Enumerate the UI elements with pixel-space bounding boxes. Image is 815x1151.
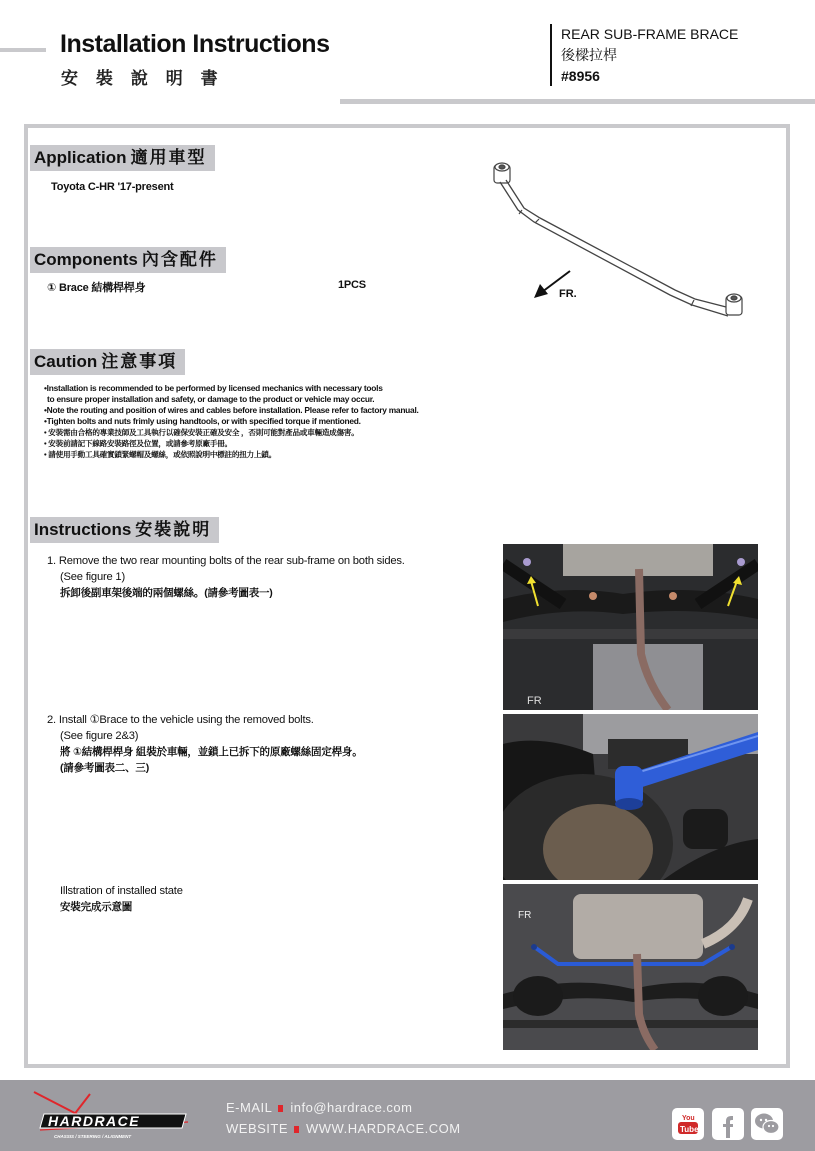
youtube-icon[interactable] (672, 1108, 704, 1140)
caution-line: •Tighten bolts and nuts frimly using handtools, or with specified torque if mentioned. (44, 416, 361, 426)
application-vehicle: Toyota C-HR '17-present (51, 181, 174, 193)
instruction-step-1 (47, 553, 405, 601)
components-heading-zh: 內含配件 (141, 250, 218, 270)
brand-tagline: CHASSIS / STEERING / ALIGNMENT (54, 1134, 132, 1139)
hardrace-logo[interactable] (30, 1090, 190, 1142)
application-heading-en: Application (34, 148, 127, 167)
wechat-icon[interactable] (751, 1108, 783, 1140)
brace-diagram (480, 150, 770, 330)
front-direction-label: FR. (559, 288, 577, 300)
step-text-zh: 將 ①結構桿桿身 組裝於車輛，並鎖上已拆下的原廠螺絲固定桿身。 (60, 746, 363, 758)
application-heading (30, 145, 215, 171)
caution-line: •Installation is recommended to be performed by licensed mechanics with necessary tools (44, 383, 383, 393)
svg-text:Tube: Tube (680, 1125, 699, 1134)
caution-line: to ensure proper installation and safety, or damage to the product or vehicle may occur. (47, 394, 375, 404)
step-text-zh: 拆卸後副車架後端的兩個螺絲。(請參考圖表一) (60, 587, 273, 599)
caution-list (44, 383, 419, 460)
svg-text:You: You (682, 1115, 695, 1122)
website-link[interactable]: WWW.HARDRACE.COM (306, 1121, 461, 1136)
page-subtitle-zh: 安 裝 說 明 書 (61, 69, 224, 89)
caution-heading-en: Caution (34, 352, 98, 371)
caution-heading (30, 349, 185, 375)
email-label: E-MAIL (226, 1100, 273, 1115)
email-link[interactable]: info@hardrace.com (290, 1100, 413, 1115)
product-name-zh: 後樑拉桿 (561, 47, 617, 63)
red-bullet (278, 1105, 283, 1112)
components-heading-en: Components (34, 250, 138, 269)
caution-line: •Note the routing and position of wires and cables before installation. Please refer to factory manual. (44, 405, 419, 415)
instructions-heading-zh: 安裝說明 (135, 520, 212, 540)
instructions-heading-en: Instructions (34, 520, 132, 539)
step-figure-ref: (See figure 1) (60, 571, 125, 583)
instruction-step-2 (47, 712, 363, 776)
component-item-label: ① Brace 結構桿桿身 (47, 282, 146, 294)
figure-1-photo (503, 544, 758, 710)
brand-name: HARDRACE (48, 1113, 141, 1129)
figure-1-fr-label: FR (527, 695, 542, 707)
facebook-icon[interactable] (712, 1108, 744, 1140)
caution-heading-zh: 注意事項 (101, 352, 178, 372)
figure-2-photo (503, 714, 758, 880)
application-heading-zh: 適用車型 (130, 148, 207, 168)
part-number: #8956 (561, 68, 600, 84)
figure-3-photo (503, 884, 758, 1050)
caption-text-zh: 安裝完成示意圖 (60, 901, 133, 913)
components-heading (30, 247, 226, 273)
installed-state-caption (47, 883, 183, 915)
email-row (226, 1097, 461, 1118)
caution-line: • 安裝需由合格的專業技師及工具執行以確保安裝正確及安全 ，否則可能對產品或車輛造成傷害。 (44, 428, 359, 437)
caution-line: • 安裝前請記下線路安裝路徑及位置，或請參考原廠手冊。 (44, 439, 232, 448)
product-info (561, 24, 738, 87)
brace-illustration (480, 150, 770, 330)
website-row (226, 1118, 461, 1139)
step-text: 2. Install ①Brace to the vehicle using the removed bolts. (47, 714, 314, 726)
step-text: 1. Remove the two rear mounting bolts of the rear sub-frame on both sides. (47, 555, 405, 567)
step-figure-ref: (See figure 2&3) (60, 730, 139, 742)
figure-3-fr-label: FR (518, 910, 532, 921)
step-figure-ref-zh: (請參考圖表二、三) (60, 762, 149, 774)
caution-line: • 請使用手動工具確實鎖緊螺帽及螺絲，或依照說明中標註的扭力上鎖。 (44, 450, 276, 459)
page-title: Installation Instructions (60, 30, 330, 58)
header-divider (550, 24, 552, 86)
caption-text: Illstration of installed state (60, 885, 183, 897)
instructions-heading (30, 517, 219, 543)
header-left-rule (0, 48, 46, 52)
product-name: REAR SUB-FRAME BRACE (561, 26, 739, 42)
website-label: WEBSITE (226, 1121, 289, 1136)
red-bullet (294, 1126, 299, 1133)
component-item-qty: 1PCS (338, 279, 366, 291)
contact-info (226, 1097, 461, 1139)
header-right-rule (340, 99, 815, 104)
